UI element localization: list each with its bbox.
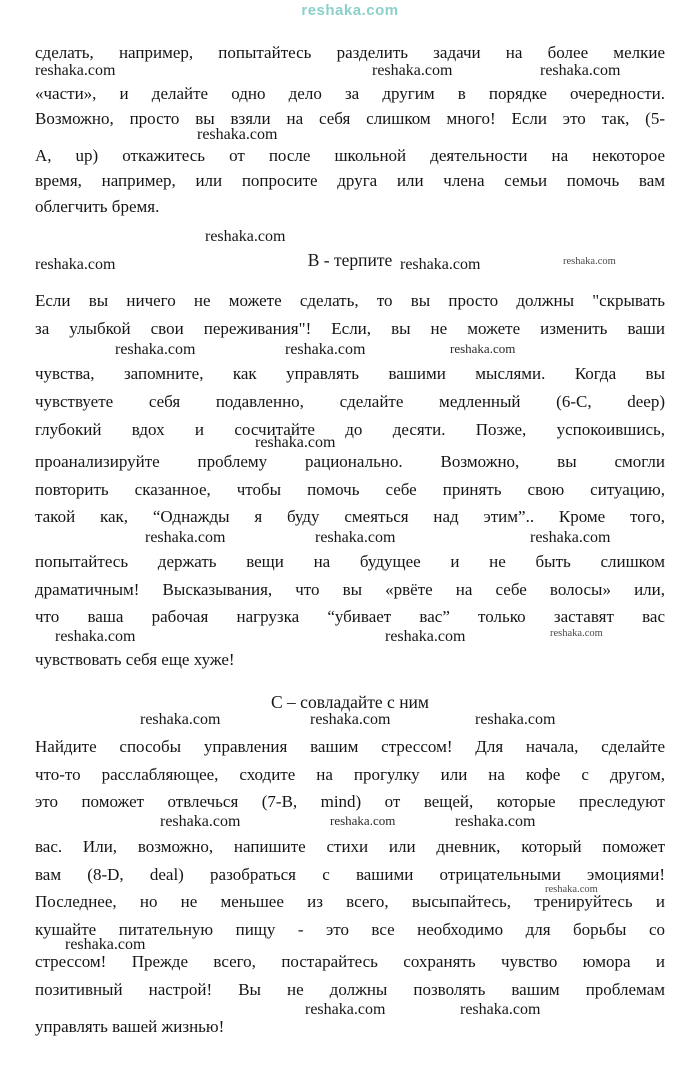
watermark-row [35, 62, 665, 82]
watermark-text: reshaka.com [450, 341, 516, 356]
watermark-text: reshaka.com [330, 813, 396, 828]
text-line: проанализируйте проблему рационально. Возможно, вы смогли [35, 452, 665, 471]
watermark-text: reshaka.com [115, 341, 196, 358]
watermark-text: reshaka.com [205, 228, 286, 245]
watermark-text: reshaka.com [455, 813, 536, 830]
watermark-text: reshaka.com [460, 1001, 541, 1018]
watermark-text: reshaka.com [385, 628, 466, 645]
text-line: кушайте питательную пищу - это все необходимо для борьбы со [35, 920, 665, 939]
watermark-text: reshaka.com [140, 711, 221, 728]
text-line: «части», и делайте одно дело за другим в порядке очередности. [35, 84, 665, 103]
watermark-text: reshaka.com [35, 256, 116, 273]
watermark-text: reshaka.com [540, 62, 621, 79]
watermark-text: reshaka.com [65, 936, 146, 953]
text-line: Последнее, но не меньшее из всего, высыпайтесь, тренируйтесь и [35, 892, 665, 911]
watermark-row [35, 529, 665, 549]
watermark-row [35, 813, 665, 833]
watermark-text: reshaka.com [197, 126, 278, 143]
watermark-text: reshaka.com [305, 1001, 386, 1018]
text-line: вам (8-D, deal) разобраться с вашими отрицательными эмоциями! [35, 865, 665, 884]
watermark-text: reshaka.com [160, 813, 241, 830]
section-heading: С – совладайте с ним [271, 692, 429, 712]
watermark-text: reshaka.com [145, 529, 226, 546]
text-line: это поможет отвлечься (7-B, mind) от вещей, которые преследуют [35, 792, 665, 811]
text-line: стрессом! Прежде всего, постарайтесь сохранять чувство юмора и [35, 952, 665, 971]
watermark-text: reshaka.com [310, 711, 391, 728]
text-line: облегчить бремя. [35, 197, 160, 216]
text-line: Если вы ничего не можете сделать, то вы просто должны "скрывать [35, 291, 665, 310]
text-line: управлять вашей жизнью! [35, 1017, 225, 1036]
text-line: чувства, запомните, как управлять вашими мыслями. Когда вы [35, 364, 665, 383]
text-line: что ваша рабочая нагрузка “убивает вас” только заставят вас [35, 607, 665, 626]
watermark-row [35, 256, 665, 276]
watermark-row [35, 228, 665, 248]
text-line: время, например, или попросите друга или члена семьи помочь вам [35, 171, 665, 190]
watermark-row [35, 341, 665, 361]
watermark-text: reshaka.com [530, 529, 611, 546]
text-line: чувствовать себя еще хуже! [35, 650, 235, 669]
watermark-text: reshaka.com [35, 62, 116, 79]
text-line: попытайтесь держать вещи на будущее и не быть слишком [35, 552, 665, 571]
watermark-text: reshaka.com [55, 628, 136, 645]
text-line: позитивный настрой! Вы не должны позволять вашим проблемам [35, 980, 665, 999]
watermark-text: reshaka.com [372, 62, 453, 79]
text-line: такой как, “Однажды я буду смеяться над этим”.. Кроме того, [35, 507, 665, 526]
text-line: вас. Или, возможно, напишите стихи или дневник, который поможет [35, 837, 665, 856]
text-line: повторить сказанное, чтобы помочь себе принять свою ситуацию, [35, 480, 665, 499]
watermark-text: reshaka.com [563, 256, 616, 267]
text-line: сделать, например, попытайтесь разделить задачи на более мелкие [35, 43, 665, 62]
text-line: что-то расслабляющее, сходите на прогулку или на кофе с другом, [35, 765, 665, 784]
watermark-text: reshaka.com [315, 529, 396, 546]
watermark-text: reshaka.com [285, 341, 366, 358]
watermark-text: reshaka.com [550, 628, 603, 639]
watermark-row [35, 711, 665, 731]
watermark-text: reshaka.com [400, 256, 481, 273]
watermark-row [35, 628, 665, 648]
text-line: за улыбкой свои переживания"! Если, вы не можете изменить ваши [35, 319, 665, 338]
text-line: глубокий вдох и сосчитайте до десяти. Позже, успокоившись, [35, 420, 665, 439]
text-line: Найдите способы управления вашим стрессом! Для начала, сделайте [35, 737, 665, 756]
watermark-top: reshaka.com [301, 2, 399, 19]
text-line: драматичным! Высказывания, что вы «рвёте на себе волосы» или, [35, 580, 665, 599]
watermark-text: reshaka.com [475, 711, 556, 728]
text-line: А, up) откажитесь от после школьной деятельности на некоторое [35, 146, 665, 165]
text-line: Возможно, просто вы взяли на себя слишком много! Если это так, (5- [35, 109, 665, 128]
text-line: чувствуете себя подавленно, сделайте медленный (6-C, deep) [35, 392, 665, 411]
watermark-text: reshaka.com [545, 884, 598, 895]
watermark-text: reshaka.com [255, 434, 336, 451]
section-heading: В - терпите [307, 250, 393, 270]
